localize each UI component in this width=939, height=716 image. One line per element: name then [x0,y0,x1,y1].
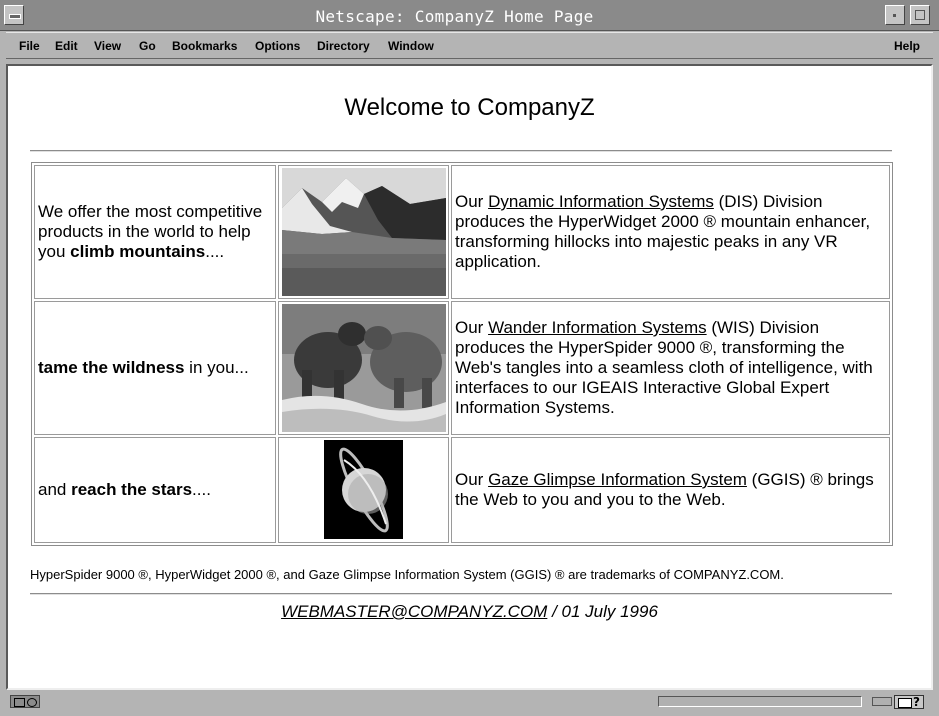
row1-image-cell [278,165,449,299]
progress-bar [658,696,862,707]
minimize-icon[interactable] [885,5,905,25]
menu-options[interactable]: Options [255,39,301,53]
security-key-icon[interactable] [10,695,40,708]
window-title: Netscape: CompanyZ Home Page [315,7,594,26]
menu-help[interactable]: Help [894,39,921,53]
menu-go[interactable]: Go [139,39,156,53]
saturn-photo [324,440,403,539]
menu-view[interactable]: View [94,39,122,53]
content-pane[interactable] [6,64,933,690]
window-menu-icon[interactable] [4,5,24,25]
webmaster-link[interactable]: WEBMASTER@COMPANYZ.COM [281,602,548,621]
menu-file[interactable]: File [19,39,40,53]
product-table [31,162,893,546]
divider-bottom [30,593,892,595]
wis-link[interactable]: Wander Information Systems [488,318,707,337]
date-text: / 01 July 1996 [547,602,658,621]
mail-icon[interactable] [894,695,924,709]
page-content [8,66,931,688]
row2-left-text: tame the wildness in you... [38,358,249,377]
status-bar [6,692,933,712]
row1-left-cell [34,165,276,299]
mountain-glacier-photo [282,168,446,296]
dis-link[interactable]: Dynamic Information Systems [488,192,714,211]
menu-bar [6,32,933,59]
row3-image-cell [278,437,449,543]
row3-right-cell [451,437,890,543]
bears-photo [282,304,446,432]
row2-left-cell [34,301,276,435]
maximize-icon[interactable] [910,5,930,25]
status-indicator [872,697,892,706]
menu-edit[interactable]: Edit [55,39,78,53]
row1-right-text: Our Dynamic Information Systems (DIS) Division produces the HyperWidget 2000 ® mountain enhancer, transforming hillocks into majestic peaks in any VR application. [455,192,871,271]
menu-directory[interactable]: Directory [317,39,370,53]
divider-top [30,150,892,152]
signature-line [8,602,931,622]
page-title: Welcome to CompanyZ [344,94,595,121]
ggis-link[interactable]: Gaze Glimpse Information System [488,470,747,489]
row3-left-text: and reach the stars.... [38,480,211,499]
row3-right-text: Our Gaze Glimpse Information System (GGIS) ® brings the Web to you and you to the Web. [455,470,874,509]
row2-right-cell [451,301,890,435]
menu-window[interactable]: Window [388,39,434,53]
row1-right-cell [451,165,890,299]
row3-left-cell [34,437,276,543]
row1-left-text: We offer the most competitive products in the world to help you climb mountains.... [38,202,263,261]
row2-image-cell [278,301,449,435]
title-bar[interactable] [0,0,939,31]
row2-right-text: Our Wander Information Systems (WIS) Division produces the HyperSpider 9000 ®, transforming the Web's tangles into a seamless cloth of intelligence, with interfaces to our IGEAIS Interactive Global Expert Information Systems. [455,318,873,417]
menu-bookmarks[interactable]: Bookmarks [172,39,238,53]
trademark-note: HyperSpider 9000 ®, HyperWidget 2000 ®, and Gaze Glimpse Information System (GGIS) ® are trademarks of COMPANYZ.COM. [30,567,784,582]
